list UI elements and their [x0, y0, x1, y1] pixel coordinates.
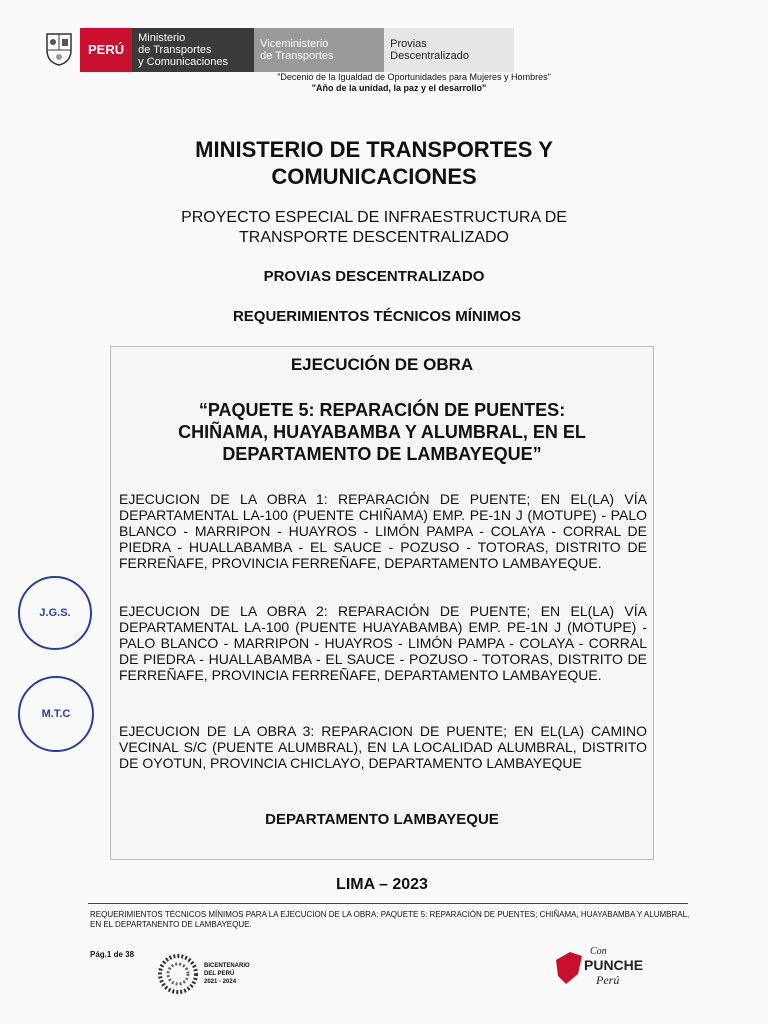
con-punche-peru-logo: [552, 944, 648, 993]
seal2-text: M.T.C: [41, 708, 71, 720]
departamento-label: DEPARTAMENTO LAMBAYEQUE: [265, 811, 499, 828]
provias-title: PROVIAS DESCENTRALIZADO: [263, 268, 485, 285]
bicentenario-logo: BICENTENARIO DEL PERÚ 2021 - 2024: [156, 952, 250, 996]
ministry-title: MINISTERIO DE TRANSPORTES Y COMUNICACIONES: [195, 137, 553, 189]
bicentenario-icon: [156, 952, 200, 996]
project-title: PROYECTO ESPECIAL DE INFRAESTRUCTURA DE TRANSPORTE DESCENTRALIZADO: [181, 209, 567, 246]
viceministerio-label: Viceministerio de Transportes: [254, 28, 384, 72]
footer-text: REQUERIMIENTOS TÉCNICOS MÍNIMOS PARA LA EJECUCION DE LA OBRA: PAQUETE 5: REPARACIÓN DE PUENTES; CHIÑAMA, HUAYABAMBA Y ALUMBRAL, EN EL DEPARTANENTO DE LAMBAYEQUE.: [90, 910, 690, 929]
svg-text:Con: Con: [590, 946, 607, 957]
paquete-title: “PAQUETE 5: REPARACIÓN DE PUENTES: CHIÑAMA, HUAYABAMBA Y ALUMBRAL, EN EL DEPARTAMENTO DE LAMBAYEQUE”: [178, 400, 586, 464]
footer-divider: [88, 903, 688, 904]
anio-text: "Año de la unidad, la paz y el desarrollo": [311, 83, 487, 93]
seal1-text: J.G.S.: [39, 607, 71, 619]
provias-label: Provias Descentralizado: [384, 28, 514, 72]
page-number: Pág.1 de 38: [90, 950, 135, 959]
punche-peru-icon: [552, 944, 648, 988]
ministerio-label: Ministerio de Transportes y Comunicaciones: [132, 28, 254, 72]
mtc-seal-stamp-icon: [18, 676, 94, 752]
seal-stamp-icon: [18, 576, 92, 650]
rtm-title: REQUERIMIENTOS TÉCNICOS MÍNIMOS: [232, 308, 522, 325]
decenio-lines: [0, 72, 768, 94]
lima-year: LIMA – 2023: [336, 876, 428, 893]
header-logos: [42, 28, 514, 72]
obra-title: EJECUCIÓN DE OBRA: [290, 355, 474, 374]
obra3-paragraph: EJECUCION DE LA OBRA 3: REPARACION DE PUENTE; EN EL(LA) CAMINO VECINAL S/C (PUENTE ALUMBRAL), EN LA LOCALIDAD ALUMBRAL, DISTRITO DE OYOTUN, PROVINCIA CHICLAYO, DEPARTAMENTO LAMBAYEQUE: [119, 723, 647, 771]
svg-text:PUNCHE: PUNCHE: [584, 957, 644, 973]
obra2-paragraph: EJECUCION DE LA OBRA 2: REPARACIÓN DE PUENTE; EN EL(LA) VÍA DEPARTAMENTAL LA-100 (PUENTE HUAYABAMBA) EMP. PE-1N J (MOTUPE) - PALO BLANCO - MARRIPON - HUAYROS - LIMÓN PAMPA - COLAYA - CORRAL DE PIEDRA - HUALLABAMBA - EL SAUCE - POZUSO - TOTORAS, DISTRITO DE FERREÑAFE, PROVINCIA FERREÑAFE, DEPARTAMENTO LAMBAYEQUE.: [119, 603, 647, 683]
svg-text:Perú: Perú: [596, 973, 620, 987]
obra1-paragraph: EJECUCION DE LA OBRA 1: REPARACIÓN DE PUENTE; EN EL(LA) VÍA DEPARTAMENTAL LA-100 (PUENTE CHIÑAMA) EMP. PE-1N J (MOTUPE) - PALO BLANCO - MARRIPON - HUAYROS - LIMÓN PAMPA - COLAYA - CORRAL DE PIEDRA - HUALLABAMBA - EL SAUCE - POZUSO - TOTORAS, DISTRITO DE FERREÑAFE, PROVINCIA FERREÑAFE, DEPARTAMENTO LAMBAYEQUE.: [119, 491, 647, 571]
obra-box: [110, 346, 654, 860]
peru-crest-icon: [42, 28, 76, 68]
decenio-text: "Decenio de la Igualdad de Oportunidades para Mujeres y Hombres": [277, 72, 551, 82]
peru-label: PERÚ: [80, 28, 132, 72]
